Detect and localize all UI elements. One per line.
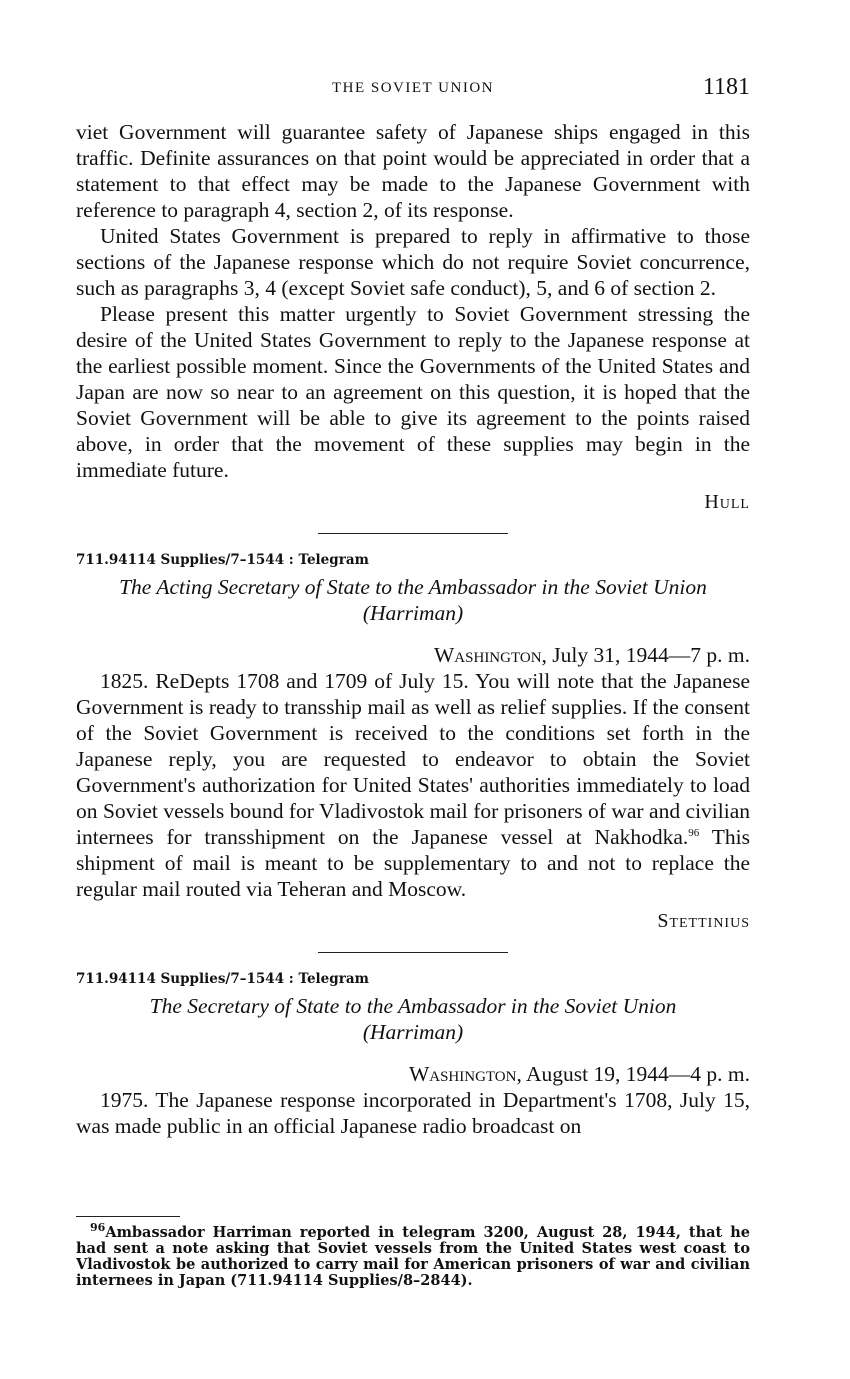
- file-reference: 711.94114 Supplies/7–1544 : Telegram: [76, 552, 369, 568]
- document-title-line: The Acting Secretary of State to the Ambassador in the Soviet Union: [119, 575, 707, 599]
- dateline-place: Washington,: [408, 1062, 522, 1086]
- section-divider: [318, 952, 508, 953]
- page-body: [76, 119, 750, 1139]
- footnote-text: Ambassador Harriman reported in telegram 3200, August 28, 1944, that he had sent a note asking that Soviet vessels from the United States west coast to Vladivostok be authorized to carry mail for American prisoners of war and civilian internees in Japan (711.94114 Supplies/8–2844).: [76, 1224, 750, 1289]
- telegram-text: 1825. ReDepts 1708 and 1709 of July 15. You will note that the Japanese Government is ready to transship mail as well as relief supplies. If the consent of the Soviet Government is received to the conditions set forth in the Japanese reply, you are requested to endeavor to obtain the Soviet Government's authorization for United States' authorities immediately to load on Soviet vessels bound for Vladivostok mail for prisoners of war and civilian internees for transshipment on the Japanese vessel at Nakhodka.: [76, 669, 750, 849]
- dateline-date: July 31, 1944—7 p. m.: [546, 643, 750, 667]
- dateline: [76, 642, 750, 668]
- file-reference: 711.94114 Supplies/7–1544 : Telegram: [76, 971, 369, 987]
- signature-stettinius: Stettinius: [657, 910, 750, 932]
- document-title-recipient: (Harriman): [362, 601, 464, 625]
- telegram-body: [76, 668, 750, 902]
- dateline-place: Washington,: [434, 643, 547, 667]
- paragraph-continuation: viet Government will guarantee safety of Japanese ships engaged in this traffic. Definite assurances on that point would be appreciated in order that a statement to that effect may be made to the Japanese Government with reference to paragraph 4, section 2, of its response.: [76, 120, 750, 222]
- footnote-divider: [76, 1216, 180, 1217]
- document-title-line: The Secretary of State to the Ambassador in the Soviet Union: [149, 994, 677, 1018]
- document-title-recipient: (Harriman): [362, 1020, 464, 1044]
- footnotes: [76, 1216, 750, 1289]
- paragraph: Please present this matter urgently to Soviet Government stressing the desire of the United States Government to reply to the Japanese response at the earliest possible moment. Since the Governments of the United States and Japan are now so near to an agreement on this question, it is hoped that the Soviet Government will be able to give its agreement to the points raised above, in order that the movement of these supplies may begin in the immediate future.: [76, 302, 750, 482]
- footnote-reference: 96: [688, 826, 700, 839]
- page-number: 1181: [702, 74, 750, 100]
- document-title: [76, 574, 750, 626]
- page-header: [76, 74, 750, 106]
- running-title: THE SOVIET UNION: [331, 80, 495, 96]
- telegram-text: This shipment of mail is meant to be supplementary to and not to replace the regular mail routed via Teheran and Moscow.: [76, 825, 750, 901]
- document-title: [76, 993, 750, 1045]
- footnote-marker: 96: [90, 1221, 106, 1235]
- dateline-date: August 19, 1944—4 p. m.: [521, 1062, 750, 1086]
- footnote: [76, 1221, 750, 1289]
- dateline: [76, 1061, 750, 1087]
- paragraph: United States Government is prepared to reply in affirmative to those sections of the Japanese response which do not require Soviet concurrence, such as paragraphs 3, 4 (except Soviet safe conduct), 5, and 6 of section 2.: [76, 224, 750, 300]
- signature-hull: Hull: [704, 491, 750, 513]
- telegram-body: 1975. The Japanese response incorporated in Department's 1708, July 15, was made public in an official Japanese radio broadcast on: [76, 1088, 750, 1138]
- section-divider: [318, 533, 508, 534]
